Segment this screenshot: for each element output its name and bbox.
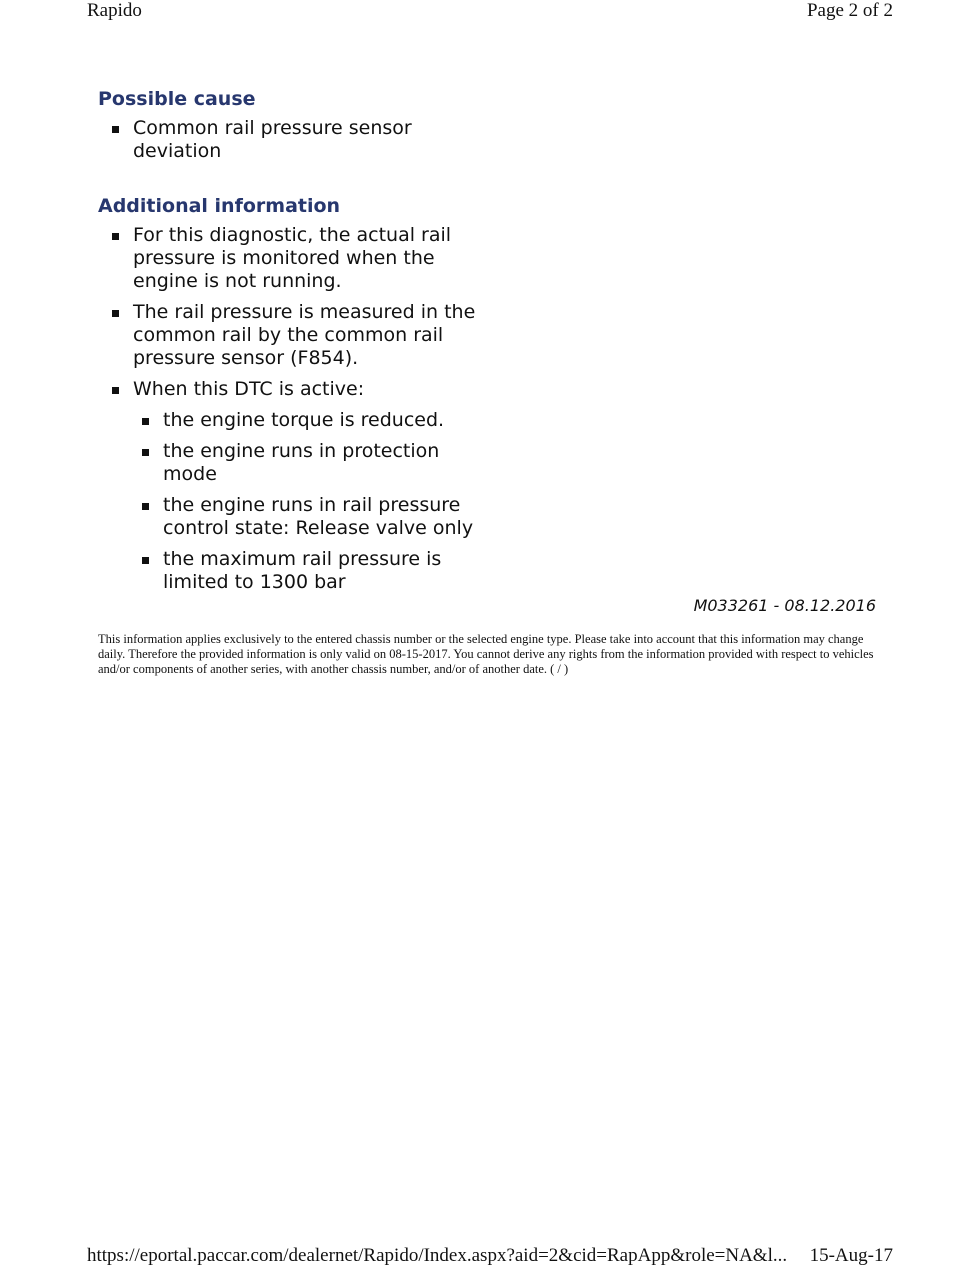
list-item: Common rail pressure sensor deviation bbox=[133, 117, 498, 163]
section-heading-possible-cause: Possible cause bbox=[98, 88, 256, 110]
list-item-dtc-active bbox=[133, 378, 498, 594]
disclaimer-text: This information applies exclusively to the entered chassis number or the selected engine type. Please take into account that this information may change daily. Therefore the provided information is only valid on 08-15-2017. You cannot derive any rights from the information provided with respect to vehicles and/or components of another series, with another chassis number, and/or of another date. ( / ) bbox=[98, 632, 874, 676]
footer-date: 15-Aug-17 bbox=[809, 1245, 893, 1266]
list-item: For this diagnostic, the actual rail pressure is monitored when the engine is not running. bbox=[133, 224, 498, 293]
page-indicator: Page 2 of 2 bbox=[806, 0, 893, 21]
document-reference: M033261 - 08.12.2016 bbox=[693, 596, 876, 615]
sub-list-item: the engine runs in protection mode bbox=[163, 440, 498, 486]
dtc-effects-list bbox=[163, 409, 498, 594]
sub-list-item: the maximum rail pressure is limited to 1300 bar bbox=[163, 548, 498, 594]
additional-info-list bbox=[133, 224, 498, 594]
sub-list-item: the engine torque is reduced. bbox=[163, 409, 498, 432]
sub-list-item: the engine runs in rail pressure control state: Release valve only bbox=[163, 494, 498, 540]
footer-url: https://eportal.paccar.com/dealernet/Rapido/Index.aspx?aid=2&cid=RapApp&role=NA&l... bbox=[87, 1245, 788, 1266]
header-app-name: Rapido bbox=[87, 0, 142, 21]
list-item-label: When this DTC is active: bbox=[133, 378, 365, 400]
section-heading-additional-info: Additional information bbox=[98, 195, 341, 217]
list-item: The rail pressure is measured in the common rail by the common rail pressure sensor (F854). bbox=[133, 301, 498, 370]
possible-cause-list bbox=[133, 117, 498, 163]
document-content bbox=[98, 86, 498, 602]
